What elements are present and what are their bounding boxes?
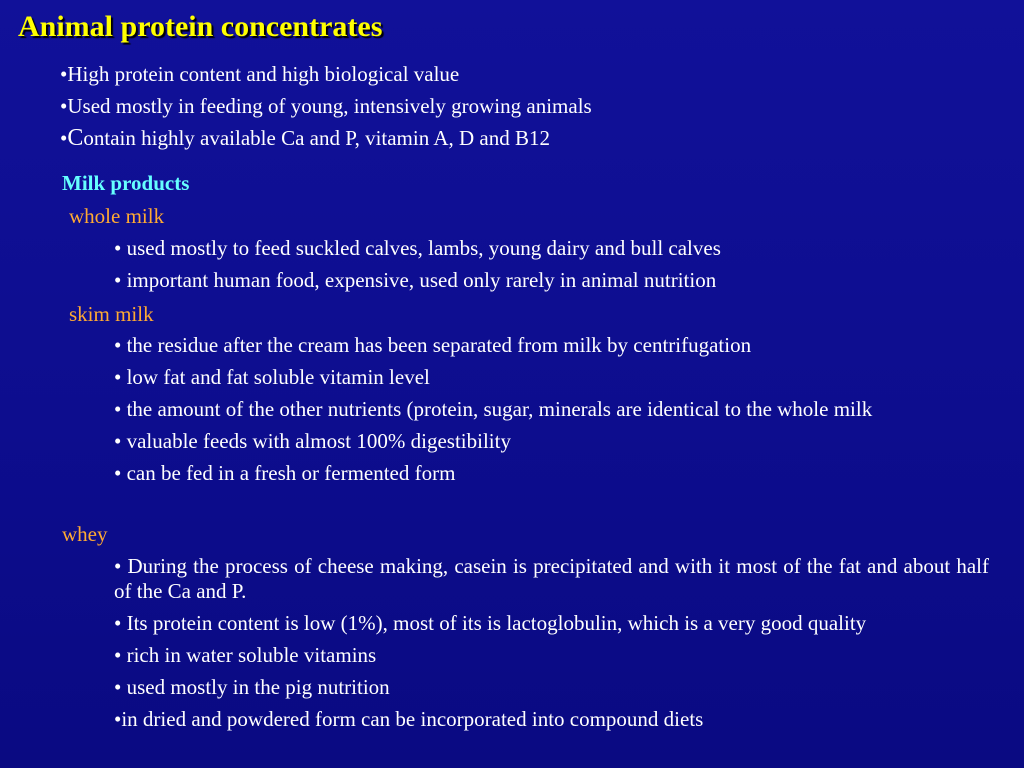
intro-bullet: •High protein content and high biological value	[60, 62, 460, 86]
whole-milk-list	[114, 236, 989, 293]
skim-milk-heading: skim milk	[69, 302, 154, 326]
whole-milk-heading: whole milk	[69, 204, 165, 228]
list-item: • Its protein content is low (1%), most of its is lactoglobulin, which is a very good quality	[114, 611, 867, 635]
list-item: • used mostly in the pig nutrition	[114, 675, 390, 699]
list-item: • can be fed in a fresh or fermented form	[114, 461, 456, 485]
whey-list	[114, 554, 989, 732]
intro-bullet	[60, 122, 592, 154]
intro-bullet: •Used mostly in feeding of young, intensively growing animals	[60, 94, 592, 118]
skim-milk-list	[114, 333, 989, 486]
bullet-mark: •	[60, 126, 68, 150]
slide-title: Animal protein concentrates	[18, 10, 383, 43]
drop-cap: C	[67, 125, 84, 151]
list-item: • low fat and fat soluble vitamin level	[114, 365, 430, 389]
list-item: • the residue after the cream has been separated from milk by centrifugation	[114, 333, 752, 357]
list-item: •in dried and powdered form can be incorporated into compound diets	[114, 707, 704, 731]
list-item: • valuable feeds with almost 100% digestibility	[114, 429, 511, 453]
list-item: • important human food, expensive, used only rarely in animal nutrition	[114, 268, 717, 292]
list-item: • rich in water soluble vitamins	[114, 643, 377, 667]
bullet-text: ontain highly available Ca and P, vitamin A, D and B12	[83, 126, 550, 150]
milk-products-heading: Milk products	[62, 171, 190, 195]
list-item: • used mostly to feed suckled calves, lambs, young dairy and bull calves	[114, 236, 721, 260]
list-item: • During the process of cheese making, casein is precipitated and with it most of the fat and about half of the Ca and P.	[114, 554, 989, 603]
intro-list	[60, 58, 592, 154]
whey-heading: whey	[62, 522, 108, 546]
list-item: • the amount of the other nutrients (protein, sugar, minerals are identical to the whole milk	[114, 397, 873, 421]
